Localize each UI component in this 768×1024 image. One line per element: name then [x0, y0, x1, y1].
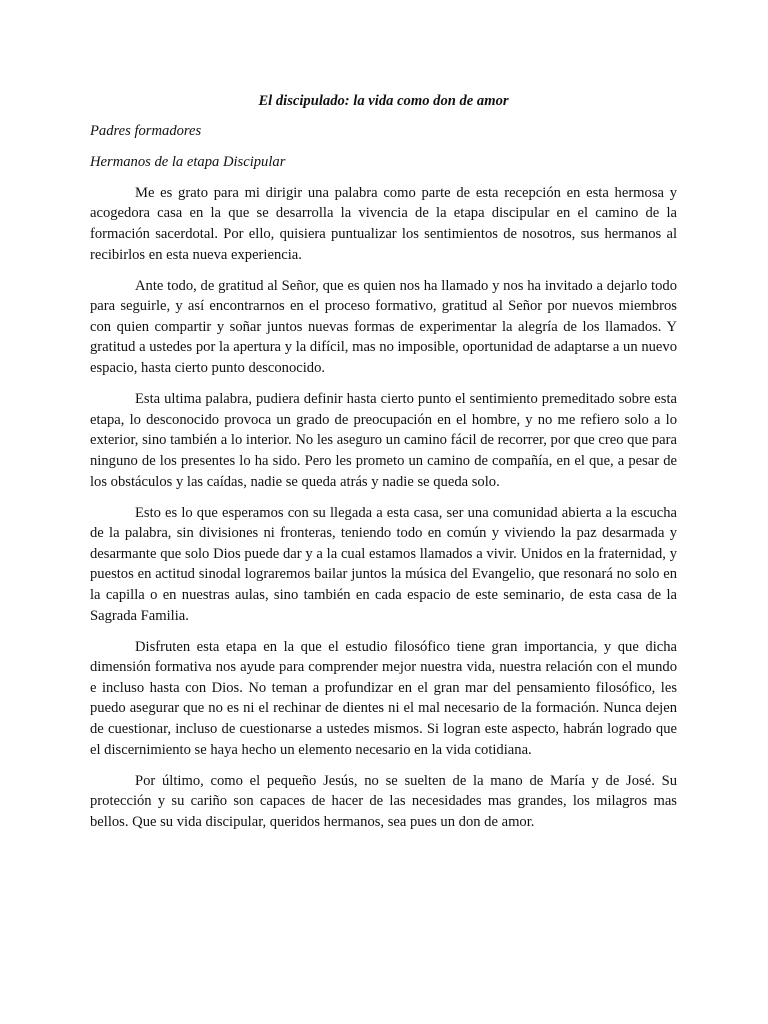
salutation-hermanos: Hermanos de la etapa Discipular — [90, 153, 286, 170]
paragraph-2: Ante todo, de gratitud al Señor, que es quien nos ha llamado y nos ha invitado a dejarlo todo para seguirle, y así encontrarnos en el proceso formativo, gratitud al Señor por nuevos miembros con quien compartir y soñar juntos nuevas formas de experimentar la alegría de los llamados. Y gratitud a ustedes por la apertura y la difícil, mas no imposible, oportunidad de adaptarse a un nuevo espacio, hasta cierto punto desconocido. — [90, 277, 677, 377]
paragraph-5: Disfruten esta etapa en la que el estudio filosófico tiene gran importancia, y que dicha dimensión formativa nos ayude para comprender mejor nuestra vida, nuestra relación con el mundo e incluso hasta con Dios. No teman a profundizar en el gran mar del pensamiento filosófico, les puedo asegurar que no es ni el rechinar de dientes ni el mal necesario de la formación. Nunca dejen de cuestionar, incluso de cuestionarse a ustedes mismos. Si logran este aspecto, habrán logrado que el discernimiento se haya hecho un elemento necesario en la vida cotidiana. — [90, 638, 677, 758]
paragraph-3: Esta ultima palabra, pudiera definir hasta cierto punto el sentimiento premeditado sobre esta etapa, lo desconocido provoca un grado de preocupación en el hombre, y no me refiero solo a lo exterior, sino también a lo interior. No les aseguro un camino fácil de recorrer, por que creo que para ninguno de los presentes lo ha sido. Pero les prometo un camino de compañía, en el que, a pesar de los obstáculos y las caídas, nadie se queda atrás y nadie se queda solo. — [90, 391, 677, 490]
salutation-formadores: Padres formadores — [90, 122, 202, 139]
paragraph-1: Me es grato para mi dirigir una palabra como parte de esta recepción en esta hermosa y acogedora casa en la que se desarrolla la vivencia de la etapa discipular en el camino de la formación sacerdotal. Por ello, quisiera puntualizar los sentimientos de nosotros, sus hermanos al recibirlos en esta nueva experiencia. — [90, 184, 677, 263]
paragraph-6: Por último, como el pequeño Jesús, no se suelten de la mano de María y de José. Su protección y su cariño son capaces de hacer de las necesidades mas grandes, los milagros mas bellos. Que su vida discipular, queridos hermanos, sea pues un don de amor. — [90, 772, 677, 830]
document-title: El discipulado: la vida como don de amor — [258, 93, 509, 109]
paragraph-4: Esto es lo que esperamos con su llegada a esta casa, ser una comunidad abierta a la escucha de la palabra, sin divisiones ni fronteras, teniendo todo en común y viviendo la paz desarmada y desarmante que solo Dios puede dar y a la cual estamos llamados a vivir. Unidos en la fraternidad, y puestos en actitud sinodal lograremos bailar juntos la música del Evangelio, que resonará no solo en la capilla o en nuestras aulas, sino también en cada espacio de este seminario, de esta casa de la Sagrada Familia. — [90, 504, 677, 624]
document-page — [90, 91, 677, 843]
